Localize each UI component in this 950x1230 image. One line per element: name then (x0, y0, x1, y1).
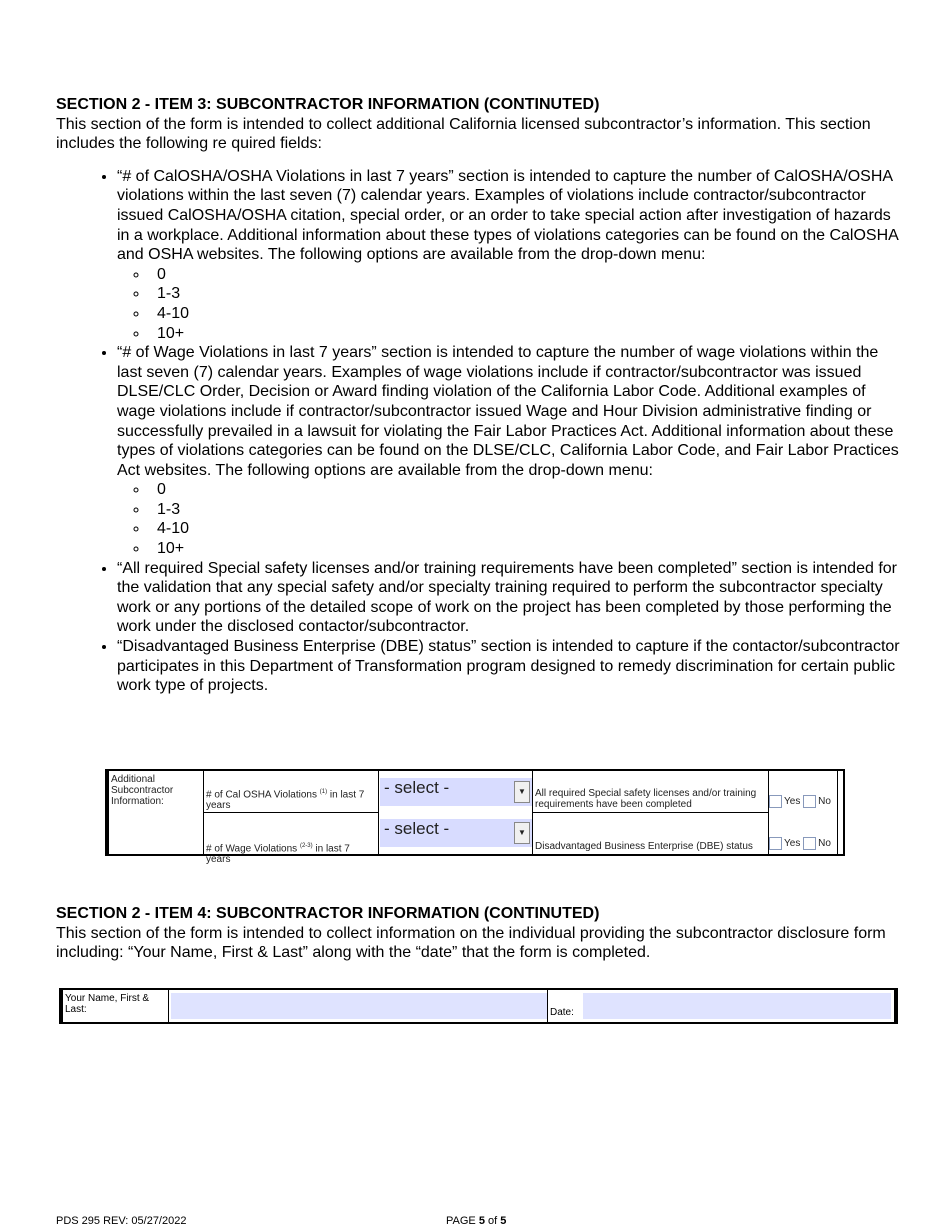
safety-yes-checkbox[interactable] (769, 795, 782, 808)
additional-info-form (105, 769, 845, 866)
wage-label: # of Wage Violations $^{(2-3)}$ in last 7 years (204, 813, 379, 854)
safety-yes-no: Yes No (769, 795, 839, 808)
wage-violations-select[interactable]: - select - ▼ (380, 819, 532, 847)
option-item: ◦ 4-10 (149, 519, 901, 539)
dbe-no-checkbox[interactable] (803, 837, 816, 850)
option-item: ◦ 0 (149, 480, 901, 500)
name-label: Your Name, First & Last: (63, 990, 169, 1022)
dbe-yes-no: Yes No (769, 837, 839, 850)
dbe-label: Disadvantaged Business Enterprise (DBE) status (532, 813, 769, 854)
section-3-heading: SECTION 2 - ITEM 3: SUBCONTRACTOR INFORMATION (CONTINUTED) (56, 96, 600, 113)
option-item: ◦ 4-10 (149, 304, 901, 324)
list-item: • “Disadvantaged Business Enterprise (DBE) status” section is intended to capture if the contactor/subcontractor participates in this Department of Transformation program designed to remedy discrimination for certain public work type of projects. (117, 637, 901, 696)
section-3-intro: This section of the form is intended to collect additional California licensed subcontractor’s information. This section includes the following re quired fields: (56, 115, 871, 153)
dbe-yes-checkbox[interactable] (769, 837, 782, 850)
safety-label: All required Special safety licenses and/or training requirements have been completed (532, 771, 769, 813)
section-3 (56, 95, 901, 696)
option-item: ◦ 10+ (149, 539, 901, 559)
signer-form (59, 988, 898, 1024)
date-input[interactable] (583, 993, 891, 1019)
page-number: PAGE 5 of 5 (446, 1215, 507, 1227)
options-list (117, 265, 901, 343)
list-item (117, 343, 901, 559)
option-item: ◦ 1-3 (149, 500, 901, 520)
dropdown-arrow-icon[interactable]: ▼ (514, 822, 530, 844)
osha-violations-select[interactable]: - select - ▼ (380, 778, 532, 806)
option-item: ◦ 0 (149, 265, 901, 285)
bullet-text: “# of Wage Violations in last 7 years” section is intended to capture the number of wage violations within the last seven (7) calendar years. Examples of wage violations include if contractor/subcontractor was issued DLSE/CLC Order, Decision or Award finding violation of the California Labor Code. Additional examples of wage violations include if contractor/subcontractor issued Wage and Hour Division administrative finding or successfully prevailed in a lawsuit for violating the Fair Labor Practices Act. Additional information about these types of violations categories can be found on the DLSE/CLC, California Labor Code, and Fair Labor Practices Act websites. The following options are available from the drop-down menu: (117, 344, 899, 479)
date-label: Date: (547, 990, 576, 1022)
revision-label: PDS 295 REV: 05/27/2022 (56, 1215, 187, 1227)
dropdown-arrow-icon[interactable]: ▼ (514, 781, 530, 803)
osha-label: # of Cal OSHA Violations $^{(1)}$ in last 7 years (204, 771, 379, 813)
list-item: • “All required Special safety licenses and/or training requirements have been completed” section is intended for the validation that any special safety and/or specialty training required to perform the subcontractor specialty work or any portions of the detailed scope of work on the project has been completed by those performing the work under the disclosed contactor/subcontractor. (117, 559, 901, 637)
options-list (117, 480, 901, 558)
safety-no-checkbox[interactable] (803, 795, 816, 808)
option-item: ◦ 10+ (149, 324, 901, 344)
field-list (56, 167, 901, 696)
list-item (117, 167, 901, 343)
form-label: Additional Subcontractor Information: (109, 771, 204, 854)
option-item: ◦ 1-3 (149, 284, 901, 304)
section-4-intro: This section of the form is intended to collect information on the individual providing the subcontractor disclosure form including: “Your Name, First & Last” along with the “date” that the form is completed. (56, 924, 886, 962)
section-4 (56, 904, 901, 963)
divider (837, 771, 838, 854)
section-4-heading: SECTION 2 - ITEM 4: SUBCONTRACTOR INFORMATION (CONTINUTED) (56, 905, 600, 922)
bullet-text: “# of CalOSHA/OSHA Violations in last 7 years” section is intended to capture the number of CalOSHA/OSHA violations within the last seven (7) calendar years. Examples of violations include contractor/subcontractor issued CalOSHA/OSHA citation, special order, or an order to take special action after investigation of hazards in a workplace. Additional information about these types of violations categories can be found on the CalOSHA and OSHA websites. The following options are available from the drop-down menu: (117, 167, 898, 264)
name-input[interactable] (171, 993, 547, 1019)
